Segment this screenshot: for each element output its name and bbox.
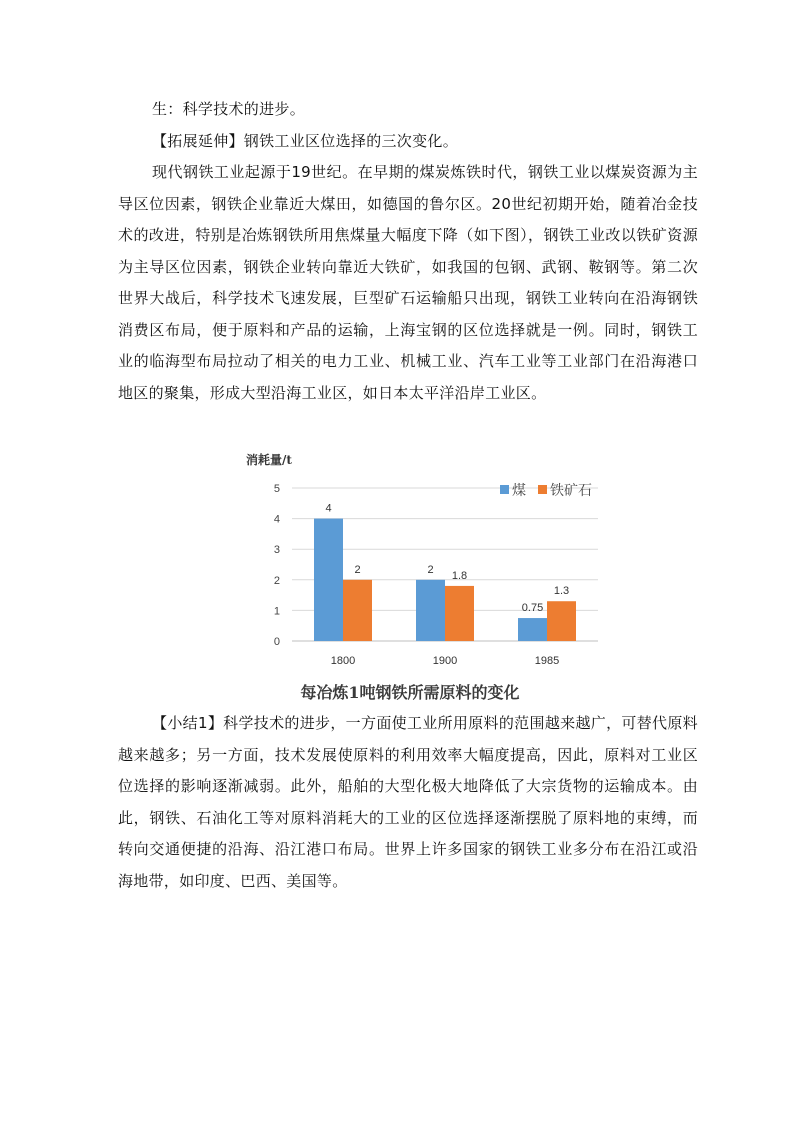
bar-1985-iron-ore	[547, 601, 576, 641]
bar-1800-iron-ore	[343, 580, 372, 641]
y-tick-label: 2	[273, 574, 280, 587]
data-label: 2	[427, 563, 434, 576]
data-label: 4	[325, 502, 332, 515]
legend-swatch-iron-ore	[538, 485, 547, 494]
bar-1800-coal	[314, 519, 343, 641]
y-tick-label: 3	[273, 544, 280, 557]
chart-title: 每冶炼1吨钢铁所需原料的变化	[300, 683, 520, 702]
paragraph-summary: 【小结1】科学技术的进步，一方面使工业所用原料的范围越来越广，可替代原料越来越多；另一方面，技术发展使原料的利用效率大幅度提高，因此，原料对工业区位选择的影响逐渐减弱。此外，船舶的大型化极大地降低了大宗货物的运输成本。由此，钢铁、石油化工等对原料消耗大的工业的区位选择逐渐摆脱了原料地的束缚，而转向交通便捷的沿海、沿江港口布局。世界上许多国家的钢铁工业多分布在沿江或沿海地带，如印度、巴西、美国等。	[118, 714, 698, 890]
y-tick-label: 0	[273, 636, 280, 648]
paragraph-extension-heading: 【拓展延伸】钢铁工业区位选择的三次变化。	[152, 132, 459, 150]
data-label: 1.8	[451, 569, 468, 582]
legend-label-coal: 煤	[512, 483, 526, 499]
bar-1900-iron-ore	[445, 586, 474, 641]
legend-label-iron-ore: 铁矿石	[550, 483, 592, 499]
y-axis-label: 消耗量/t	[246, 453, 292, 467]
data-label: 1.3	[553, 585, 570, 598]
chart-canvas	[232, 438, 612, 670]
x-tick-label: 1985	[534, 655, 560, 667]
bar-1900-coal	[416, 580, 445, 641]
x-tick-label: 1800	[330, 655, 356, 667]
x-tick-label: 1900	[432, 655, 458, 667]
paragraph-answer: 生：科学技术的进步。	[152, 100, 306, 118]
bar-1985-coal	[518, 618, 547, 641]
y-tick-label: 1	[273, 605, 280, 618]
raw-material-chart	[232, 438, 612, 670]
y-tick-label: 4	[273, 513, 280, 526]
paragraph-steel-history: 现代钢铁工业起源于19世纪。在早期的煤炭炼铁时代，钢铁工业以煤炭资源为主导区位因素，钢铁企业靠近大煤田，如德国的鲁尔区。20世纪初期开始，随着冶金技术的改进，特别是冶炼钢铁所用焦煤量大幅度下降（如下图），钢铁工业改以铁矿资源为主导区位因素，钢铁企业转向靠近大铁矿，如我国的包钢、武钢、鞍钢等。第二次世界大战后，科学技术飞速发展，巨型矿石运输船只出现，钢铁工业转向在沿海钢铁消费区布局，便于原料和产品的运输，上海宝钢的区位选择就是一例。同时，钢铁工业的临海型布局拉动了相关的电力工业、机械工业、汽车工业等工业部门在沿海港口地区的聚集，形成大型沿海工业区，如日本太平洋沿岸工业区。	[118, 163, 698, 402]
legend-swatch-coal	[500, 485, 509, 494]
data-label: 2	[354, 563, 361, 576]
y-tick-label: 5	[273, 483, 280, 495]
data-label: 0.75	[521, 602, 544, 615]
